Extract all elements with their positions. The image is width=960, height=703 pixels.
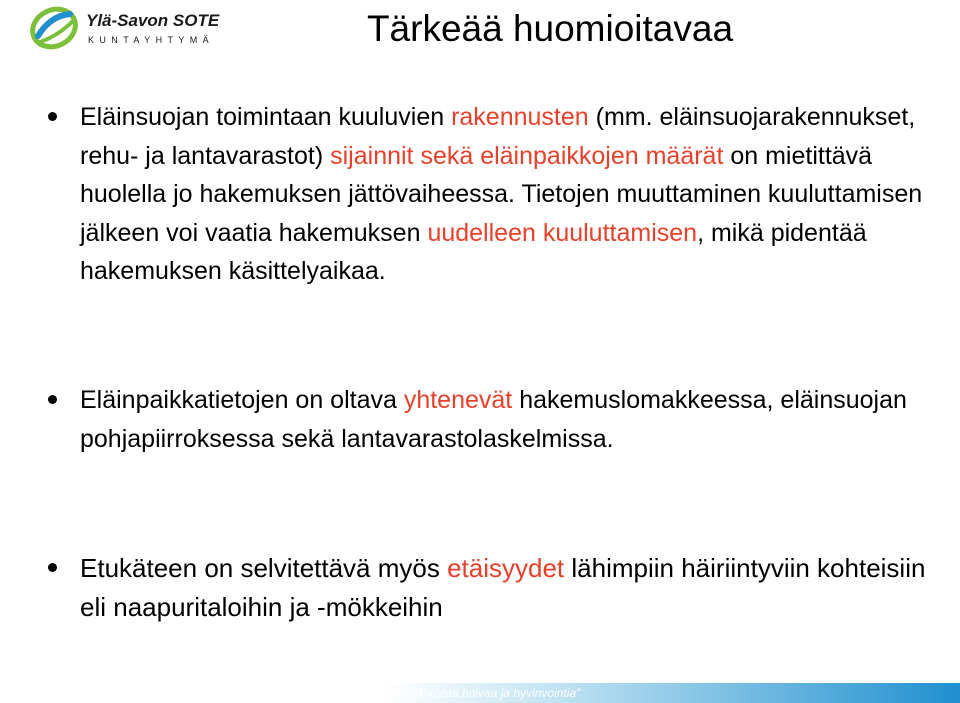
bullet-text: hakemuslomakkeessa, eläinsuojan pohjapiirroksessa sekä lantavarastolaskelmissa. [80, 386, 907, 453]
logo [30, 6, 260, 50]
bullet-text: lähimpiin häiriintyviin kohteisiin eli naapuritaloihin ja -mökkeihin [80, 553, 926, 622]
highlight-text: yhtenevät [403, 386, 513, 414]
bullet-item-distances [80, 549, 940, 627]
highlight-text: sijainnit sekä eläinpaikkojen määrät [330, 141, 724, 170]
highlight-text: etäisyydet [447, 553, 565, 583]
bullet-item-buildings [80, 98, 940, 291]
bullet-text: on mietittävä huolella jo hakemuksen jättövaiheessa. Tietojen muuttaminen kuuluttamisen jälkeen voi vaatia hakemuksen [80, 141, 923, 247]
bullet-text: , mikä pidentää hakemuksen käsittelyaikaa. [80, 218, 867, 285]
footer [0, 683, 960, 703]
bullet-text: (mm. eläinsuojarakennukset, rehu- ja lantavarastot) [80, 103, 916, 170]
bullet-dot-icon [48, 563, 57, 572]
logo-subtitle: KUNTAYHTYMÄ [88, 35, 215, 45]
bullet-dot-icon [48, 395, 57, 404]
bullet-item-animal-places [80, 381, 940, 458]
bullet-text: Etukäteen on selvitettävä myös [80, 553, 448, 583]
highlight-text: uudelleen kuuluttamisen [427, 218, 698, 247]
bullet-dot-icon [48, 112, 57, 121]
logo-mark-icon [30, 6, 80, 50]
bullet-text: Eläinpaikkatietojen on oltava [80, 386, 404, 414]
page-title: Tärkeää huomioitavaa [366, 8, 734, 49]
logo-name: Ylä-Savon SOTE [86, 11, 220, 30]
highlight-text: rakennusten [451, 103, 589, 131]
bullet-text: Eläinsuojan toimintaan kuuluvien [80, 103, 452, 131]
footer-slogan: ”Asiakaslähtöistä hoivaa ja hyvinvointia” [368, 686, 581, 700]
